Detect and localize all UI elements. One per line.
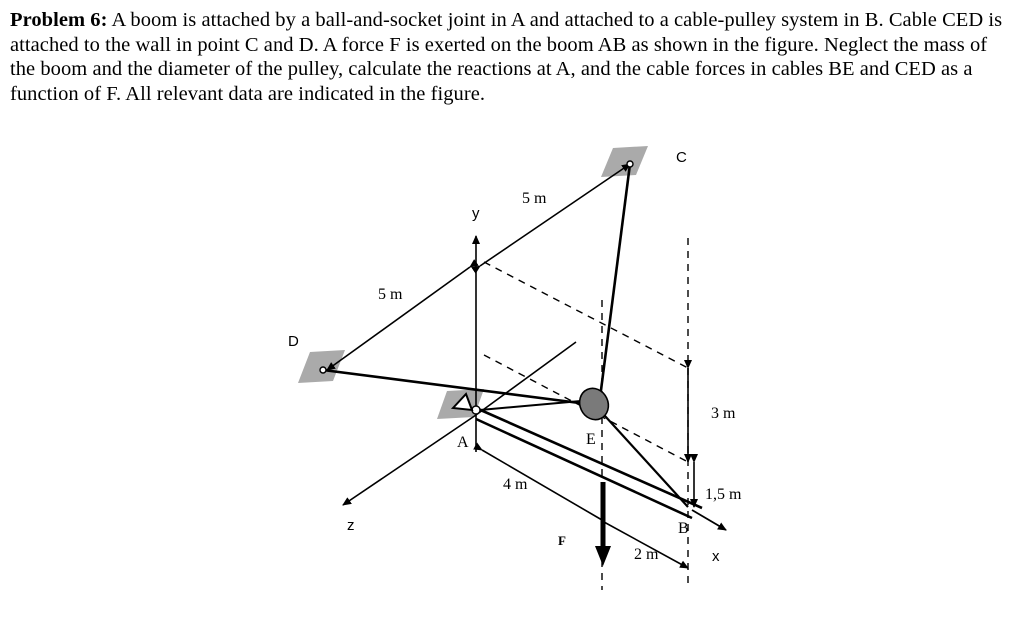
dimension-line-left-5m: [327, 267, 470, 370]
joint-a: [472, 406, 480, 414]
anchor-c: [627, 161, 633, 167]
cable-c-to-pulley: [600, 164, 630, 398]
x-axis: [692, 510, 726, 530]
z-axis: [343, 415, 476, 505]
dimension-line-boom-4m: [482, 450, 602, 520]
dimension-label-boom-4m: 4 m: [503, 476, 528, 493]
label-b: B: [678, 520, 689, 537]
dimension-line-top-5m: [480, 164, 630, 266]
label-e: E: [586, 431, 596, 448]
cable-a-to-pulley: [480, 400, 592, 410]
label-c: C: [676, 149, 687, 166]
dimension-label-right-1-5m: 1,5 m: [705, 486, 742, 503]
dashed-line-top: [484, 262, 688, 368]
dimension-label-right-3m: 3 m: [711, 405, 736, 422]
problem-body: A boom is attached by a ball-and-socket joint in A and attached to a cable-pulley system in B. Cable CED is attached to the wall in point C and D. A force F is exerted on the boom AB as shown in the figure. Neglect the mass of the boom and the diameter of the pulley, calculate the reactions at A, and the cable forces in cables BE and CED as a function of F. All relevant data are indicated in the figure.: [10, 9, 1003, 105]
dimension-label-top-5m: 5 m: [522, 190, 547, 207]
label-f: F: [558, 533, 566, 548]
label-z-axis: z: [347, 517, 355, 534]
label-x-axis: x: [712, 548, 720, 565]
label-d: D: [288, 333, 299, 350]
label-y-axis: y: [472, 205, 480, 222]
label-a: A: [457, 434, 469, 451]
wall-support-c: [601, 146, 648, 177]
dimension-label-left-5m: 5 m: [378, 286, 403, 303]
dimension-label-bottom-2m: 2 m: [634, 546, 659, 563]
force-f-arrowhead: [595, 546, 611, 566]
anchor-d: [320, 367, 326, 373]
problem-heading: Problem 6:: [10, 9, 108, 31]
boom-ab-upper: [476, 408, 702, 508]
cable-pulley-to-b: [595, 405, 688, 507]
boom-ab-lower: [476, 419, 692, 518]
wall-support-d: [298, 350, 345, 383]
axis-extension-line: [476, 342, 576, 415]
